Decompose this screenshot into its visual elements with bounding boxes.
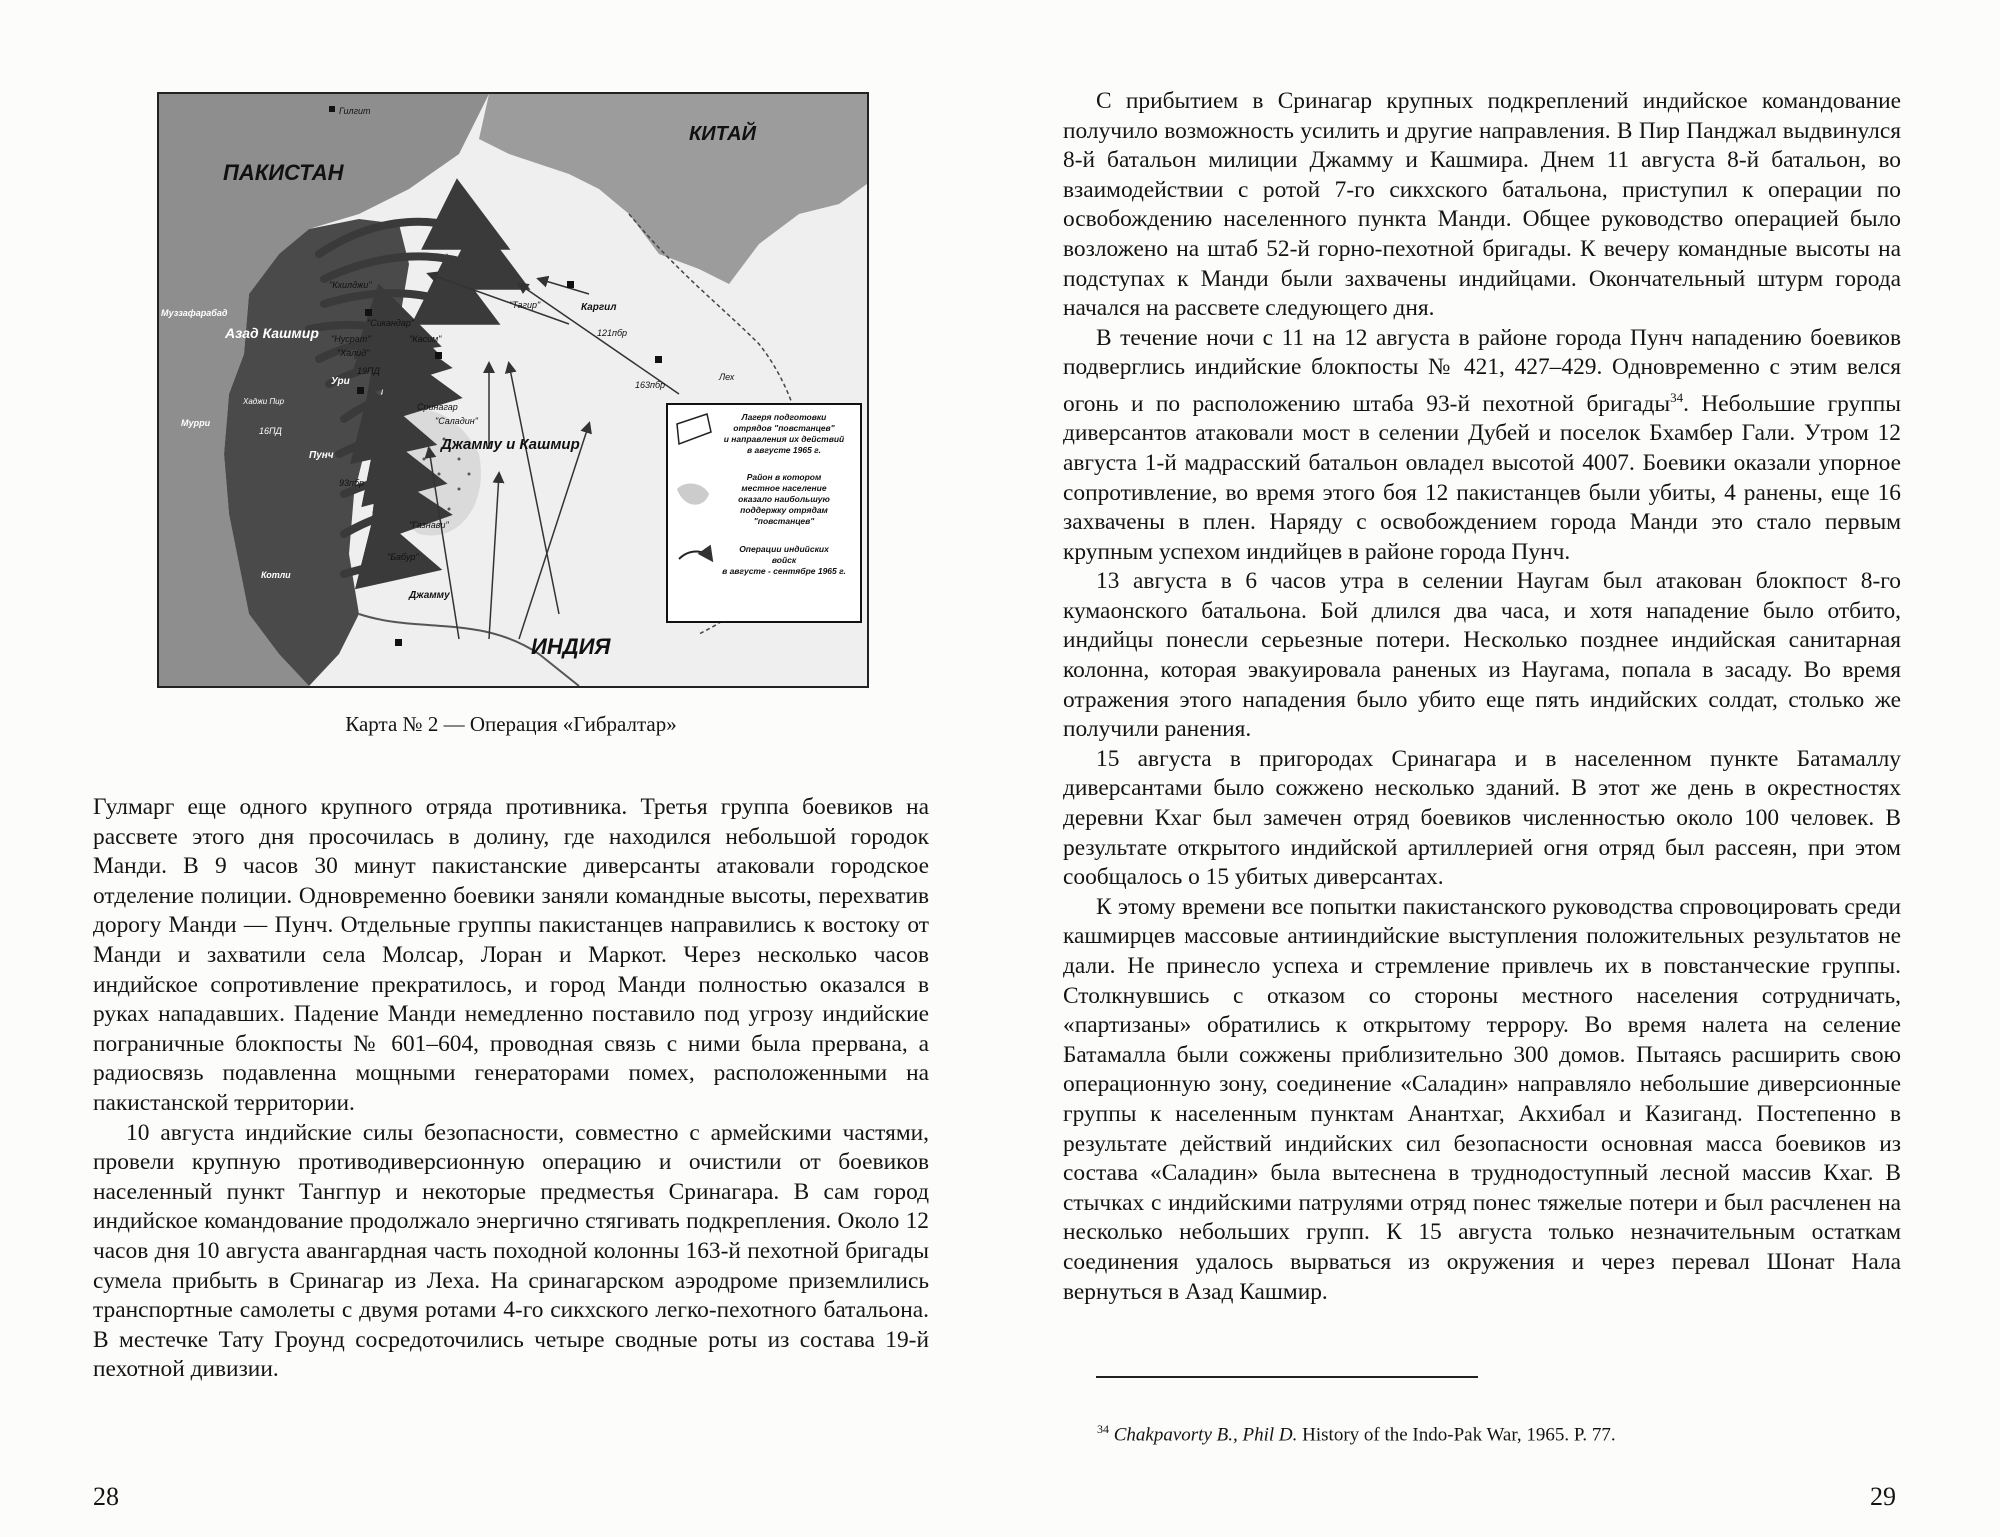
map-label-khalid: "Халид" xyxy=(337,348,370,358)
map-label-gilgit: Гилгит xyxy=(339,106,371,116)
legend-support-line: поддержку отрядам xyxy=(740,505,828,515)
map-label-srinagar: Сринагар xyxy=(417,402,458,412)
paragraph-text: . Небольшие группы диверсантов атаковали мост в селении Дубей и поселок Бхамбер Гали. Утром 12 августа 1-й мадрасский батальон овладел высотой 4007. Боевики оказали упорное сопротивление, во время этого боя 12 пакистанцев были убиты, 4 ранены, еще 16 захвачены в плен. Наряду с освобождением города Манди это стало первым крупным успехом индийцев в районе города Пунч. xyxy=(1063,390,1901,565)
paragraph: К этому времени все попытки пакистанского руководства спровоцировать среди кашмирцев массовые антииндийские выступления положительных результатов не дали. Не принесло успеха и стремление привлечь их в повстанческие группы. Столкнувшись с отказом со стороны местного населения сотрудничать, «партизаны» обратились к открытому террору. Во время налета на селение Батамалла были сожжены приблизительно 300 домов. Пытаясь расширить свою операционную зону, соединение «Саладин» направляло небольшие диверсионные группы к населенным пунктам Анантхаг, Акхибал и Казиганд. Постепенно в результате действий индийских сил безопасности основная масса боевиков из состава «Саладин» была вытеснена в труднодоступный лесной массив Кхаг. В стычках с индийскими патрулями отряд понес тяжелые потери и был расчленен на несколько небольших групп. К 15 августа только незначительным остаткам соединения удалось вырваться из окружения и через перевал Шонат Нала вернуться в Азад Кашмир. xyxy=(1063,893,1901,1305)
legend-support-line: оказало наибольшую xyxy=(738,494,830,504)
map-label-nusrat: "Нусрат" xyxy=(331,334,371,344)
page-number-right: 29 xyxy=(1870,1482,1896,1511)
paragraph-text: В течение ночи с 11 на 12 августа в районе города Пунч нападению боевиков подверглись индийские блокпосты № 421, 427–429. Одновременно с этим велся огонь и по расположению штаба 93-й пехотной бригады xyxy=(1063,324,1901,417)
map-label-hadji-pir: Хаджи Пир xyxy=(243,397,285,406)
map-label-punch: Пунч xyxy=(309,450,334,461)
footnote-text: History of the Indo-Pak War, 1965. P. 77. xyxy=(1297,1424,1616,1446)
map-label-muzaffarabad: Муззафарабад xyxy=(161,308,228,318)
paragraph: С прибытием в Сринагар крупных подкреплений индийское командование получило возможность усилить и другие направления. В Пир Панджал выдвинулся 8-й батальон милиции Джамму и Кашмира. Днем 11 августа 8-й батальон, во взаимодействии с ротой 7-го сикхского батальона, приступил к операции по освобождению населенного пункта Манди. Общее руководство операцией было возложено на штаб 52-й горно-пехотной бригады. К вечеру командные высоты на подступах к Манди были захвачены индийцами. Окончательный штурм города начался на рассвете следующего дня. xyxy=(1063,88,1901,322)
map-label-pakistan: ПАКИСТАН xyxy=(223,160,344,185)
footnote-ref[interactable]: 34 xyxy=(1670,389,1684,405)
legend-camps-line: в августе 1965 г. xyxy=(747,445,821,455)
map-label-leh: Лех xyxy=(719,372,735,382)
map-label-kargil-unit: 121пбр xyxy=(597,328,628,338)
footnote xyxy=(1097,1422,1897,1446)
paragraph: 15 августа в пригородах Сринагара и в населенном пункте Батамаллу диверсантами было сожжено несколько зданий. В этот же день в окрестностях деревни Кхаг был замечен отряд боевиков численностью около 100 человек. В результате открытого индийской артиллерией огня отряд был рассеян, при этом сообщалось о 15 убитых диверсантах. xyxy=(1063,745,1901,891)
legend-support-line: "повстанцев" xyxy=(753,516,815,526)
legend-ops-line: в августе - сентябре 1965 г. xyxy=(722,566,846,576)
left-body-text xyxy=(93,793,929,1385)
map-label-jk: Джамму и Кашмир xyxy=(441,436,580,453)
footnote-authors: Chakpavorty B., Phil D. xyxy=(1113,1424,1298,1446)
map-label-uri-unit: 19ПД xyxy=(357,366,380,376)
legend-ops-line: Операции индийских xyxy=(739,544,829,554)
map-label-kasim: "Касим" xyxy=(409,334,442,344)
footnote-divider xyxy=(1096,1376,1478,1378)
map-legend xyxy=(667,404,861,622)
map-label-murree: Мурри xyxy=(181,418,211,428)
paragraph: 13 августа в 6 часов утра в селении Наугам был атакован блокпост 8-го кумаонского батальона. Бой длился два часа, и хотя нападение было отбито, индийцы понесли серьезные потери. Несколько позднее индийская санитарная колонна, которая эвакуировала раненых из Наугама, попала в засаду. Во время отражения этого нападения было убито еще пять индийских солдат, столько же получили ранения. xyxy=(1063,568,1901,743)
legend-camps-line: и направления их действий xyxy=(723,434,845,444)
map-label-kilji: "Кхилджи" xyxy=(329,280,372,290)
legend-ops-line: войск xyxy=(771,555,797,565)
map-label-uri: Ури xyxy=(331,376,350,387)
map-label-kargil: Каргил xyxy=(581,302,617,313)
map-label-babur: "Бабур" xyxy=(387,552,419,562)
map-label-unit-16: 16ПД xyxy=(259,426,282,436)
paragraph: Гулмарг еще одного крупного отряда противника. Третья группа боевиков на рассвете этого дня просочилась в долину, где находился небольшой городок Манди. В 9 часов 30 минут пакистанские диверсанты атаковали городское отделение полиции. Одновременно боевики заняли командные высоты, перехватив дорогу Манди — Пунч. Отдельные группы пакистанцев направились к востоку от Манди и захватили села Молсар, Лоран и Маркот. Через несколько часов индийское сопротивление прекратилось, и город Манди полностью оказался в руках нападавших. Падение Манди немедленно поставило под угрозу индийские пограничные блокпосты № 601–604, проводная связь с ними была прервана, а радиосвязь подавленна мощными генераторами помех, расположенными на пакистанской территории. xyxy=(93,794,929,1116)
map-label-punch-unit: 93пбр xyxy=(339,478,365,488)
legend-camps-line: отрядов "повстанцев" xyxy=(733,423,835,433)
operation-gibraltar-map xyxy=(157,92,869,688)
legend-support-line: местное население xyxy=(741,483,827,493)
paragraph-with-footnote-ref xyxy=(1063,324,1901,568)
map-label-jammu: Джамму xyxy=(409,590,450,601)
right-body-text xyxy=(1063,87,1901,1307)
page-number-left: 28 xyxy=(93,1482,119,1511)
map-label-leh-unit: 163пбр xyxy=(635,380,666,390)
map-caption: Карта № 2 — Операция «Гибралтар» xyxy=(345,712,677,736)
map-label-gaznavi: "Газнави" xyxy=(409,520,449,530)
footnote-marker: 34 xyxy=(1097,1422,1109,1436)
map-label-china: КИТАЙ xyxy=(689,123,756,145)
map-label-kotli: Котли xyxy=(261,570,291,580)
map-label-tagir: "Тагир" xyxy=(509,300,541,310)
map-label-azad: Азад Кашмир xyxy=(225,325,319,341)
legend-camps-line: Лагеря подготовки xyxy=(741,412,827,422)
map-label-saladin: "Саладин" xyxy=(435,416,478,426)
legend-support-line: Район в котором xyxy=(746,472,822,482)
map-label-india: ИНДИЯ xyxy=(531,634,611,659)
map-label-sikandar: "Сикандар" xyxy=(367,318,415,328)
paragraph: 10 августа индийские силы безопасности, совместно с армейскими частями, провели крупную противодиверсионную операцию и очистили от боевиков населенный пункт Тангпур и некоторые предместья Сринагара. В сам город индийское командование продолжало энергично стягивать подкрепления. Около 12 часов дня 10 августа авангардная часть походной колонны 163-й пехотной бригады сумела прибыть в Сринагар из Леха. На сринагарском аэродроме приземлились транспортные самолеты с двумя ротами 4-го сикхского легко-пехотного батальона. В местечке Тату Гроунд сосредоточились четыре сводные роты из состава 19-й пехотной дивизии. xyxy=(93,1119,929,1383)
